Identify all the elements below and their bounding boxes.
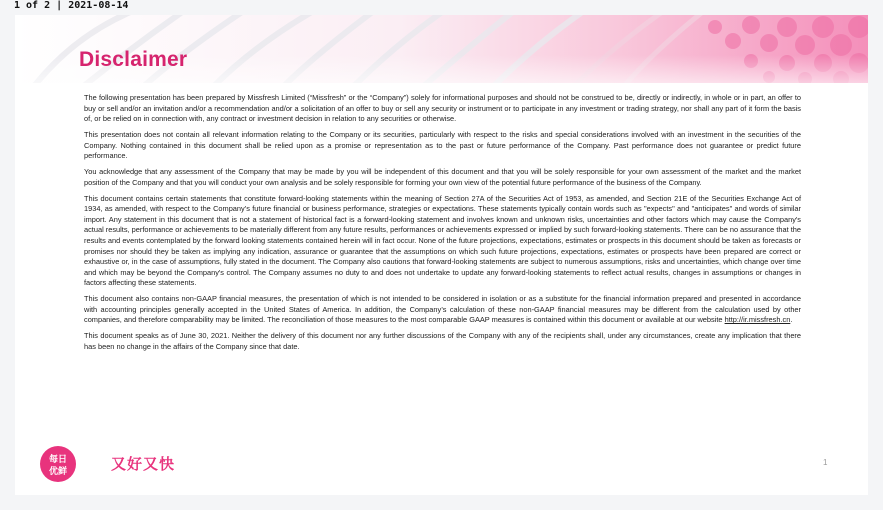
paragraph: This document contains certain statements that constitute forward-looking statements within the meaning of Section 27A of the Securities Act of 1953, as amended, and Section 21E of the Securities Exchange Act of 1934, as amended, with respect to the Company’s future financial or business performance, strategies or expectations. These statements typically contain words such as "expects" and "anticipates" and words of similar import. Any statement in this document that is not a statement of historical fact is a forward-looking statement and involves known and unknown risks, uncertainties and other factors which may cause the Company's actual results, performance or achievements to be materially different from any future results, performances or achievements expressed or implied by such forward-looking statements. There can be no assurance that the results and events contemplated by the forward looking statements contained herein will in fact occur. None of the future projections, expectations, estimates or prospects in this document should be taken as forecasts or promises nor should they be taken as implying any indication, assurance or guarantee that the assumptions on which such future projections, expectations, estimates or prospects have been prepared are correct or exhaustive or, in the case of assumptions, fully stated in the document. The Company also cautions that forward-looking statements are subject to numerous assumptions, risks and uncertainties, which change over time and which may be beyond the Company's control. The Company assumes no duty to and does not undertake to update any forward-looking statements to reflect actual results, changes in assumptions or changes in factors affecting these statements. [84,193,801,288]
separator: | [56,0,63,11]
slide-page [15,15,868,495]
missfresh-logo [39,445,77,488]
logo-text-bottom: 优鲜 [48,467,68,477]
disclaimer-body [84,93,801,358]
website-link[interactable]: http://ir.missfresh.cn [724,315,791,325]
logo-icon [39,445,77,483]
paragraph [84,294,801,326]
paragraph: The following presentation has been prepared by Missfresh Limited (“Missfresh” or the “Company”) solely for informational purposes and should not be construed to be, directly or indirectly, in whole or in part, an offer to buy or sell and/or an invitation and/or a recommendation and/or a solicitation of an offer to buy or sell any security or instrument or to participate in any investment or trading strategy, nor shall any part of it form the basis of, or be relied on in connection with, any contract or investment decision in relation to any securities or otherwise. [84,93,801,124]
slogan: 又好又快 [111,455,176,473]
paragraph: This document speaks as of June 30, 2021. Neither the delivery of this document nor any further discussions of the Company with any of the recipients shall, under any circumstances, create any implication that there has been no change in the affairs of the Company since that date. [84,331,801,351]
date-label: 2021-08-14 [68,0,129,11]
page-number: 1 [823,458,828,467]
page-title: Disclaimer [79,48,188,71]
paragraph-text: This document also contains non-GAAP financial measures, the presentation of which is not intended to be considered in isolation or as a substitute for the financial information prepared and presented in accordance with accounting principles generally accepted in the United States of America. In addition, the Company’s calculation of these non-GAAP financial measures may be different from the calculation used by other companies, and therefore comparability may be limited. The reconciliation of those measures to the most comparable GAAP measures is contained within this document or available at our website [84,294,801,325]
paragraph-end: . [790,315,793,325]
logo-text-top: 每日 [48,455,68,465]
paragraph: You acknowledge that any assessment of the Company that may be made by you will be independent of this document and that you will be solely responsible for your own assessment of the market and the market position of the Company and that you will conduct your own analysis and be solely responsible for forming your own view of the potential future performance of the business of the Company. [84,167,801,187]
viewer-status-bar [14,0,128,12]
page-indicator: 1 of 2 [14,0,51,11]
paragraph: This presentation does not contain all relevant information relating to the Company or its securities, particularly with respect to the risks and special considerations involved with an investment in the securities of the Company. Nothing contained in this document shall be relied upon as a promise or representation as to the past or future performance of the Company. Past performance does not guarantee or predict future performance. [84,130,801,161]
